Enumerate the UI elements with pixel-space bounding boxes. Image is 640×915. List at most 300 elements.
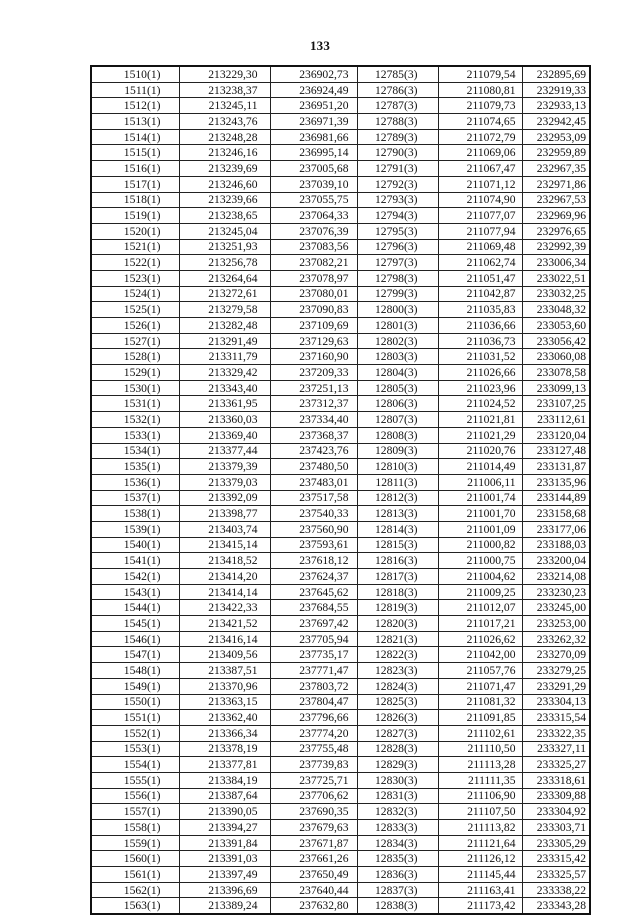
x-coordinate-cell: 213361,95 (179, 396, 270, 412)
y-coordinate-cell: 237755,48 (270, 741, 357, 757)
y-coordinate-cell: 237064,33 (270, 208, 357, 224)
y-coordinate-cell: 233048,32 (522, 302, 590, 318)
y-coordinate-cell: 237705,94 (270, 631, 357, 647)
y-coordinate-cell: 237251,13 (270, 380, 357, 396)
point-id-cell: 12820(3) (357, 616, 438, 632)
x-coordinate-cell: 211163,41 (438, 882, 522, 898)
point-id-cell: 12816(3) (357, 553, 438, 569)
point-id-cell: 12818(3) (357, 584, 438, 600)
x-coordinate-cell: 211023,96 (438, 380, 522, 396)
x-coordinate-cell: 213343,40 (179, 380, 270, 396)
y-coordinate-cell: 232976,65 (522, 223, 590, 239)
table-row (91, 129, 590, 145)
y-coordinate-cell: 232967,53 (522, 192, 590, 208)
point-id-cell: 12832(3) (357, 804, 438, 820)
x-coordinate-cell: 213394,27 (179, 820, 270, 836)
table-row (91, 98, 590, 114)
y-coordinate-cell: 237055,75 (270, 192, 357, 208)
y-coordinate-cell: 237517,58 (270, 490, 357, 506)
point-id-cell: 12838(3) (357, 898, 438, 914)
y-coordinate-cell: 233315,54 (522, 710, 590, 726)
point-id-cell: 1530(1) (91, 380, 179, 396)
point-id-cell: 1535(1) (91, 459, 179, 475)
y-coordinate-cell: 237804,47 (270, 694, 357, 710)
x-coordinate-cell: 213366,34 (179, 725, 270, 741)
table-row (91, 239, 590, 255)
x-coordinate-cell: 211012,07 (438, 600, 522, 616)
x-coordinate-cell: 213363,15 (179, 694, 270, 710)
point-id-cell: 12819(3) (357, 600, 438, 616)
point-id-cell: 1556(1) (91, 788, 179, 804)
point-id-cell: 12803(3) (357, 349, 438, 365)
y-coordinate-cell: 233304,92 (522, 804, 590, 820)
y-coordinate-cell: 237632,80 (270, 898, 357, 914)
table-row (91, 506, 590, 522)
table-row (91, 223, 590, 239)
table-row (91, 710, 590, 726)
x-coordinate-cell: 213329,42 (179, 365, 270, 381)
point-id-cell: 1526(1) (91, 318, 179, 334)
table-row (91, 898, 590, 914)
y-coordinate-cell: 237483,01 (270, 474, 357, 490)
x-coordinate-cell: 213370,96 (179, 678, 270, 694)
y-coordinate-cell: 232959,89 (522, 145, 590, 161)
point-id-cell: 1550(1) (91, 694, 179, 710)
x-coordinate-cell: 213246,60 (179, 176, 270, 192)
point-id-cell: 12804(3) (357, 365, 438, 381)
x-coordinate-cell: 213245,11 (179, 98, 270, 114)
y-coordinate-cell: 237312,37 (270, 396, 357, 412)
point-id-cell: 1559(1) (91, 835, 179, 851)
x-coordinate-cell: 213391,84 (179, 835, 270, 851)
x-coordinate-cell: 211113,28 (438, 757, 522, 773)
point-id-cell: 12791(3) (357, 161, 438, 177)
y-coordinate-cell: 233327,11 (522, 741, 590, 757)
y-coordinate-cell: 237684,55 (270, 600, 357, 616)
point-id-cell: 1510(1) (91, 66, 179, 82)
y-coordinate-cell: 233318,61 (522, 772, 590, 788)
x-coordinate-cell: 211074,65 (438, 114, 522, 130)
y-coordinate-cell: 233245,00 (522, 600, 590, 616)
x-coordinate-cell: 213387,51 (179, 663, 270, 679)
table-row (91, 663, 590, 679)
table-row (91, 882, 590, 898)
y-coordinate-cell: 237109,69 (270, 318, 357, 334)
y-coordinate-cell: 237725,71 (270, 772, 357, 788)
point-id-cell: 12824(3) (357, 678, 438, 694)
y-coordinate-cell: 236971,39 (270, 114, 357, 130)
x-coordinate-cell: 213421,52 (179, 616, 270, 632)
x-coordinate-cell: 213416,14 (179, 631, 270, 647)
x-coordinate-cell: 213418,52 (179, 553, 270, 569)
y-coordinate-cell: 232933,13 (522, 98, 590, 114)
y-coordinate-cell: 237082,21 (270, 255, 357, 271)
y-coordinate-cell: 237423,76 (270, 443, 357, 459)
point-id-cell: 12805(3) (357, 380, 438, 396)
x-coordinate-cell: 213389,24 (179, 898, 270, 914)
point-id-cell: 1525(1) (91, 302, 179, 318)
x-coordinate-cell: 213377,81 (179, 757, 270, 773)
x-coordinate-cell: 213379,39 (179, 459, 270, 475)
point-id-cell: 1514(1) (91, 129, 179, 145)
x-coordinate-cell: 211021,81 (438, 412, 522, 428)
x-coordinate-cell: 211001,74 (438, 490, 522, 506)
y-coordinate-cell: 237480,50 (270, 459, 357, 475)
y-coordinate-cell: 233120,04 (522, 427, 590, 443)
x-coordinate-cell: 213256,78 (179, 255, 270, 271)
x-coordinate-cell: 211000,75 (438, 553, 522, 569)
point-id-cell: 1539(1) (91, 521, 179, 537)
x-coordinate-cell: 213391,03 (179, 851, 270, 867)
x-coordinate-cell: 211036,66 (438, 318, 522, 334)
y-coordinate-cell: 236902,73 (270, 66, 357, 82)
table-row (91, 474, 590, 490)
point-id-cell: 1537(1) (91, 490, 179, 506)
x-coordinate-cell: 213409,56 (179, 647, 270, 663)
point-id-cell: 12809(3) (357, 443, 438, 459)
point-id-cell: 1563(1) (91, 898, 179, 914)
y-coordinate-cell: 237334,40 (270, 412, 357, 428)
y-coordinate-cell: 237803,72 (270, 678, 357, 694)
x-coordinate-cell: 211077,94 (438, 223, 522, 239)
x-coordinate-cell: 213379,03 (179, 474, 270, 490)
point-id-cell: 1519(1) (91, 208, 179, 224)
point-id-cell: 12834(3) (357, 835, 438, 851)
table-row (91, 161, 590, 177)
table-row (91, 192, 590, 208)
y-coordinate-cell: 233056,42 (522, 333, 590, 349)
x-coordinate-cell: 213229,30 (179, 66, 270, 82)
point-id-cell: 1552(1) (91, 725, 179, 741)
x-coordinate-cell: 213243,76 (179, 114, 270, 130)
x-coordinate-cell: 211145,44 (438, 867, 522, 883)
y-coordinate-cell: 237090,83 (270, 302, 357, 318)
x-coordinate-cell: 211079,73 (438, 98, 522, 114)
point-id-cell: 1524(1) (91, 286, 179, 302)
x-coordinate-cell: 211017,21 (438, 616, 522, 632)
table-row (91, 318, 590, 334)
x-coordinate-cell: 211107,50 (438, 804, 522, 820)
y-coordinate-cell: 236995,14 (270, 145, 357, 161)
point-id-cell: 12822(3) (357, 647, 438, 663)
y-coordinate-cell: 233131,87 (522, 459, 590, 475)
y-coordinate-cell: 233158,68 (522, 506, 590, 522)
point-id-cell: 12825(3) (357, 694, 438, 710)
point-id-cell: 1561(1) (91, 867, 179, 883)
x-coordinate-cell: 211126,12 (438, 851, 522, 867)
table-row (91, 804, 590, 820)
y-coordinate-cell: 232953,09 (522, 129, 590, 145)
coordinates-table-body (91, 66, 590, 914)
point-id-cell: 1515(1) (91, 145, 179, 161)
y-coordinate-cell: 232942,45 (522, 114, 590, 130)
point-id-cell: 1544(1) (91, 600, 179, 616)
y-coordinate-cell: 232971,86 (522, 176, 590, 192)
x-coordinate-cell: 211009,25 (438, 584, 522, 600)
y-coordinate-cell: 237771,47 (270, 663, 357, 679)
x-coordinate-cell: 211173,42 (438, 898, 522, 914)
point-id-cell: 12828(3) (357, 741, 438, 757)
point-id-cell: 1549(1) (91, 678, 179, 694)
table-row (91, 365, 590, 381)
point-id-cell: 12831(3) (357, 788, 438, 804)
x-coordinate-cell: 213246,16 (179, 145, 270, 161)
point-id-cell: 12837(3) (357, 882, 438, 898)
x-coordinate-cell: 211042,87 (438, 286, 522, 302)
y-coordinate-cell: 236924,49 (270, 82, 357, 98)
y-coordinate-cell: 237083,56 (270, 239, 357, 255)
y-coordinate-cell: 237076,39 (270, 223, 357, 239)
table-row (91, 443, 590, 459)
point-id-cell: 1518(1) (91, 192, 179, 208)
y-coordinate-cell: 232895,69 (522, 66, 590, 82)
table-row (91, 616, 590, 632)
x-coordinate-cell: 213291,49 (179, 333, 270, 349)
y-coordinate-cell: 233309,88 (522, 788, 590, 804)
x-coordinate-cell: 213396,69 (179, 882, 270, 898)
x-coordinate-cell: 213384,19 (179, 772, 270, 788)
point-id-cell: 12788(3) (357, 114, 438, 130)
y-coordinate-cell: 233127,48 (522, 443, 590, 459)
x-coordinate-cell: 211079,54 (438, 66, 522, 82)
point-id-cell: 12813(3) (357, 506, 438, 522)
x-coordinate-cell: 213390,05 (179, 804, 270, 820)
y-coordinate-cell: 237618,12 (270, 553, 357, 569)
y-coordinate-cell: 237005,68 (270, 161, 357, 177)
y-coordinate-cell: 237796,66 (270, 710, 357, 726)
y-coordinate-cell: 233304,13 (522, 694, 590, 710)
point-id-cell: 12790(3) (357, 145, 438, 161)
x-coordinate-cell: 213360,03 (179, 412, 270, 428)
y-coordinate-cell: 237690,35 (270, 804, 357, 820)
table-row (91, 678, 590, 694)
table-row (91, 584, 590, 600)
point-id-cell: 1532(1) (91, 412, 179, 428)
y-coordinate-cell: 233338,22 (522, 882, 590, 898)
x-coordinate-cell: 211001,09 (438, 521, 522, 537)
table-row (91, 333, 590, 349)
page-number: 133 (309, 38, 331, 53)
y-coordinate-cell: 233214,08 (522, 569, 590, 585)
point-id-cell: 1558(1) (91, 820, 179, 836)
y-coordinate-cell: 237645,62 (270, 584, 357, 600)
point-id-cell: 1513(1) (91, 114, 179, 130)
table-row (91, 459, 590, 475)
y-coordinate-cell: 233135,96 (522, 474, 590, 490)
table-row (91, 396, 590, 412)
point-id-cell: 1554(1) (91, 757, 179, 773)
y-coordinate-cell: 237039,10 (270, 176, 357, 192)
point-id-cell: 1528(1) (91, 349, 179, 365)
x-coordinate-cell: 211071,12 (438, 176, 522, 192)
x-coordinate-cell: 211031,52 (438, 349, 522, 365)
point-id-cell: 12812(3) (357, 490, 438, 506)
y-coordinate-cell: 232967,35 (522, 161, 590, 177)
x-coordinate-cell: 211113,82 (438, 820, 522, 836)
point-id-cell: 12798(3) (357, 270, 438, 286)
point-id-cell: 12794(3) (357, 208, 438, 224)
y-coordinate-cell: 233053,60 (522, 318, 590, 334)
point-id-cell: 1547(1) (91, 647, 179, 663)
y-coordinate-cell: 233006,34 (522, 255, 590, 271)
point-id-cell: 1517(1) (91, 176, 179, 192)
x-coordinate-cell: 213387,64 (179, 788, 270, 804)
x-coordinate-cell: 211004,62 (438, 569, 522, 585)
x-coordinate-cell: 213251,93 (179, 239, 270, 255)
y-coordinate-cell: 233322,35 (522, 725, 590, 741)
x-coordinate-cell: 211020,76 (438, 443, 522, 459)
point-id-cell: 1531(1) (91, 396, 179, 412)
x-coordinate-cell: 213248,28 (179, 129, 270, 145)
point-id-cell: 1551(1) (91, 710, 179, 726)
point-id-cell: 12786(3) (357, 82, 438, 98)
table-row (91, 412, 590, 428)
point-id-cell: 1511(1) (91, 82, 179, 98)
x-coordinate-cell: 211091,85 (438, 710, 522, 726)
table-row (91, 867, 590, 883)
y-coordinate-cell: 233144,89 (522, 490, 590, 506)
table-row (91, 349, 590, 365)
y-coordinate-cell: 237774,20 (270, 725, 357, 741)
point-id-cell: 1546(1) (91, 631, 179, 647)
y-coordinate-cell: 237739,83 (270, 757, 357, 773)
x-coordinate-cell: 211077,07 (438, 208, 522, 224)
table-row (91, 176, 590, 192)
x-coordinate-cell: 211121,64 (438, 835, 522, 851)
x-coordinate-cell: 211014,49 (438, 459, 522, 475)
y-coordinate-cell: 237560,90 (270, 521, 357, 537)
x-coordinate-cell: 213264,64 (179, 270, 270, 286)
x-coordinate-cell: 211081,32 (438, 694, 522, 710)
table-row (91, 208, 590, 224)
x-coordinate-cell: 213239,69 (179, 161, 270, 177)
point-id-cell: 1512(1) (91, 98, 179, 114)
y-coordinate-cell: 237661,26 (270, 851, 357, 867)
x-coordinate-cell: 211021,29 (438, 427, 522, 443)
point-id-cell: 12795(3) (357, 223, 438, 239)
table-row (91, 647, 590, 663)
x-coordinate-cell: 213369,40 (179, 427, 270, 443)
point-id-cell: 1541(1) (91, 553, 179, 569)
table-row (91, 82, 590, 98)
y-coordinate-cell: 233315,42 (522, 851, 590, 867)
x-coordinate-cell: 211080,81 (438, 82, 522, 98)
x-coordinate-cell: 213392,09 (179, 490, 270, 506)
point-id-cell: 12826(3) (357, 710, 438, 726)
x-coordinate-cell: 211106,90 (438, 788, 522, 804)
y-coordinate-cell: 233112,61 (522, 412, 590, 428)
point-id-cell: 1516(1) (91, 161, 179, 177)
point-id-cell: 12811(3) (357, 474, 438, 490)
point-id-cell: 1562(1) (91, 882, 179, 898)
y-coordinate-cell: 237080,01 (270, 286, 357, 302)
y-coordinate-cell: 233343,28 (522, 898, 590, 914)
x-coordinate-cell: 211006,11 (438, 474, 522, 490)
x-coordinate-cell: 213245,04 (179, 223, 270, 239)
table-row (91, 600, 590, 616)
point-id-cell: 1536(1) (91, 474, 179, 490)
y-coordinate-cell: 237209,33 (270, 365, 357, 381)
y-coordinate-cell: 233279,25 (522, 663, 590, 679)
y-coordinate-cell: 232992,39 (522, 239, 590, 255)
y-coordinate-cell: 237540,33 (270, 506, 357, 522)
y-coordinate-cell: 237650,49 (270, 867, 357, 883)
point-id-cell: 12823(3) (357, 663, 438, 679)
table-row (91, 145, 590, 161)
point-id-cell: 12830(3) (357, 772, 438, 788)
y-coordinate-cell: 233188,03 (522, 537, 590, 553)
y-coordinate-cell: 233262,32 (522, 631, 590, 647)
point-id-cell: 12801(3) (357, 318, 438, 334)
point-id-cell: 12815(3) (357, 537, 438, 553)
x-coordinate-cell: 213422,33 (179, 600, 270, 616)
x-coordinate-cell: 211000,82 (438, 537, 522, 553)
point-id-cell: 12827(3) (357, 725, 438, 741)
y-coordinate-cell: 237679,63 (270, 820, 357, 836)
x-coordinate-cell: 211057,76 (438, 663, 522, 679)
y-coordinate-cell: 233270,09 (522, 647, 590, 663)
y-coordinate-cell: 237697,42 (270, 616, 357, 632)
table-row (91, 255, 590, 271)
point-id-cell: 1548(1) (91, 663, 179, 679)
y-coordinate-cell: 233325,27 (522, 757, 590, 773)
table-row (91, 490, 590, 506)
x-coordinate-cell: 211062,74 (438, 255, 522, 271)
y-coordinate-cell: 233305,29 (522, 835, 590, 851)
point-id-cell: 1557(1) (91, 804, 179, 820)
point-id-cell: 1521(1) (91, 239, 179, 255)
y-coordinate-cell: 237706,62 (270, 788, 357, 804)
table-row (91, 380, 590, 396)
point-id-cell: 1553(1) (91, 741, 179, 757)
y-coordinate-cell: 236951,20 (270, 98, 357, 114)
table-row (91, 521, 590, 537)
y-coordinate-cell: 233099,13 (522, 380, 590, 396)
point-id-cell: 1540(1) (91, 537, 179, 553)
point-id-cell: 12793(3) (357, 192, 438, 208)
point-id-cell: 12796(3) (357, 239, 438, 255)
point-id-cell: 1529(1) (91, 365, 179, 381)
point-id-cell: 12797(3) (357, 255, 438, 271)
y-coordinate-cell: 237640,44 (270, 882, 357, 898)
y-coordinate-cell: 233107,25 (522, 396, 590, 412)
y-coordinate-cell: 237368,37 (270, 427, 357, 443)
y-coordinate-cell: 232919,33 (522, 82, 590, 98)
table-row (91, 694, 590, 710)
point-id-cell: 12806(3) (357, 396, 438, 412)
y-coordinate-cell: 233253,00 (522, 616, 590, 632)
point-id-cell: 12800(3) (357, 302, 438, 318)
point-id-cell: 12817(3) (357, 569, 438, 585)
point-id-cell: 1560(1) (91, 851, 179, 867)
x-coordinate-cell: 211026,66 (438, 365, 522, 381)
table-row (91, 741, 590, 757)
point-id-cell: 12810(3) (357, 459, 438, 475)
x-coordinate-cell: 211074,90 (438, 192, 522, 208)
y-coordinate-cell: 233022,51 (522, 270, 590, 286)
y-coordinate-cell: 233230,23 (522, 584, 590, 600)
point-id-cell: 1523(1) (91, 270, 179, 286)
x-coordinate-cell: 213272,61 (179, 286, 270, 302)
point-id-cell: 12787(3) (357, 98, 438, 114)
x-coordinate-cell: 213414,14 (179, 584, 270, 600)
table-row (91, 66, 590, 82)
x-coordinate-cell: 211051,47 (438, 270, 522, 286)
x-coordinate-cell: 211071,47 (438, 678, 522, 694)
y-coordinate-cell: 233078,58 (522, 365, 590, 381)
table-row (91, 725, 590, 741)
point-id-cell: 1522(1) (91, 255, 179, 271)
